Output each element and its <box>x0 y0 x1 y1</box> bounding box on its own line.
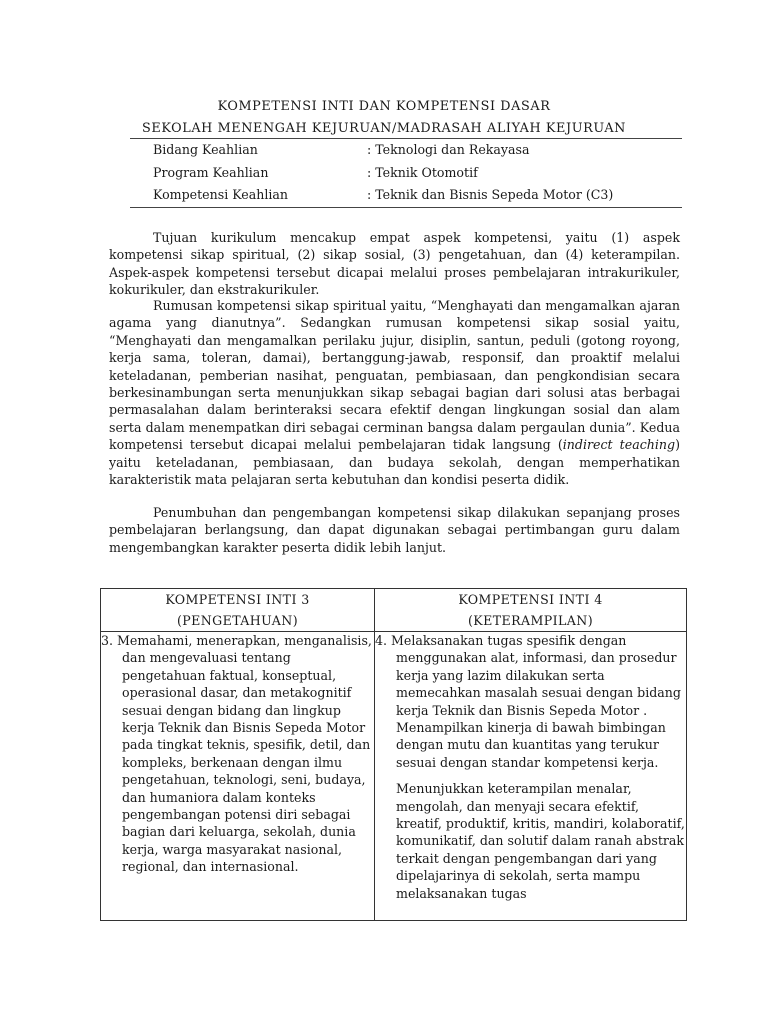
ki4-text: 4. Melaksanakan tugas spesifik dengan menggunakan alat, informasi, dan prosedur kerja yang lazim dilakukan serta memecahkan masalah sesuai dengan bidang kerja Teknik dan Bisnis Sepeda Motor . Menampilkan kinerja di bawah bimbingan dengan mutu dan kuantitas yang terukur sesuai dengan standar kompetensi kerja. <box>375 633 681 770</box>
info-label: Program Keahlian <box>153 165 269 180</box>
info-row-program <box>153 164 693 182</box>
info-value: : Teknik Otomotif <box>367 165 478 180</box>
paragraph-text: ) yaitu keteladanan, pembiasaan, dan budaya sekolah, dengan memperhatikan karakteristik mata pelajaran serta kebutuhan dan kondisi peserta didik. <box>109 437 680 488</box>
paragraph-italic-term: indirect teaching <box>562 437 676 453</box>
paragraph-text: Rumusan kompetensi sikap spiritual yaitu, “Menghayati dan mengamalkan ajaran agama yang dianutnya”. Sedangkan rumusan kompetensi sikap sosial yaitu, “Menghayati dan mengamalkan perilaku jujur, disiplin, santun, peduli (gotong royong, kerja sama, toleran, damai), bertanggung-jawab, responsif, dan proaktif melalui keteladanan, pemberian nasihat, penguatan, pembiasaan, dan pengkondisian secara berkesinambungan serta menunjukkan sikap sebagai bagian dari solusi atas berbagai permasalahan dalam berinteraksi secara efektif dengan lingkungan sosial dan alam serta dalam menempatkan diri sebagai cerminan bangsa dalam pergaulan dunia”. Kedua kompetensi tersebut dicapai melalui pembelajaran tidak langsung ( <box>109 298 680 453</box>
cell-ki3 <box>101 632 375 921</box>
ki4-content <box>375 632 686 920</box>
header-ki4 <box>375 589 687 632</box>
info-label: Kompetensi Keahlian <box>153 187 289 202</box>
cell-ki4 <box>375 632 687 921</box>
ki4-text-continued: Menunjukkan keterampilan menalar, mengolah, dan menyaji secara efektif, kreatif, produktif, kritis, mandiri, kolaboratif, komunikatif, dan solutif dalam ranah abstrak terkait dengan pengembangan dari yang dipelajarinya di sekolah, serta mampu melaksanakan tugas <box>396 781 685 901</box>
kompetensi-inti-table <box>100 588 687 921</box>
document-title: KOMPETENSI INTI DAN KOMPETENSI DASAR <box>217 99 551 114</box>
ki3-text: 3. Memahami, menerapkan, menganalisis, dan mengevaluasi tentang pengetahuan faktual, konseptual, operasional dasar, dan metakognitif sesuai dengan bidang dan lingkup kerja Teknik dan Bisnis Sepeda Motor pada tingkat teknis, spesifik, detil, dan kompleks, berkenaan dengan ilmu pengetahuan, teknologi, seni, budaya, dan humaniora dalam konteks pengembangan potensi diri sebagai bagian dari keluarga, sekolah, dunia kerja, warga masyarakat nasional, regional, dan internasional. <box>101 633 372 875</box>
paragraph-text: Penumbuhan dan pengembangan kompetensi sikap dilakukan sepanjang proses pembelajaran berlangsung, dan dapat digunakan sebagai pertimbangan guru dalam mengembangkan karakter peserta didik lebih lanjut. <box>109 505 680 555</box>
paragraph-penumbuhan <box>109 504 680 556</box>
document-subtitle: SEKOLAH MENENGAH KEJURUAN/MADRASAH ALIYAH KEJURUAN <box>142 121 626 136</box>
header-label: KOMPETENSI INTI 4 <box>458 592 603 607</box>
table-row <box>101 632 687 921</box>
info-label: Bidang Keahlian <box>153 142 258 157</box>
paragraph-rumusan <box>109 297 680 488</box>
header-ki3 <box>101 589 375 632</box>
header-sublabel: (KETERAMPILAN) <box>467 613 594 628</box>
paragraph-tujuan <box>109 229 680 299</box>
paragraph-text: Tujuan kurikulum mencakup empat aspek kompetensi, yaitu (1) aspek kompetensi sikap spiritual, (2) sikap sosial, (3) pengetahuan, dan (4) keterampilan. Aspek-aspek kompetensi tersebut dicapai melalui proses pembelajaran intrakurikuler, kokurikuler, dan ekstrakurikuler. <box>109 230 680 298</box>
table-header-row <box>101 589 687 632</box>
info-value: : Teknik dan Bisnis Sepeda Motor (C3) <box>367 187 614 202</box>
info-value: : Teknologi dan Rekayasa <box>367 142 530 157</box>
divider-bottom <box>130 207 682 208</box>
divider-top <box>130 138 682 139</box>
header-label: KOMPETENSI INTI 3 <box>165 592 310 607</box>
header-sublabel: (PENGETAHUAN) <box>176 613 299 628</box>
info-row-bidang <box>153 141 693 159</box>
info-row-kompetensi <box>153 186 693 204</box>
